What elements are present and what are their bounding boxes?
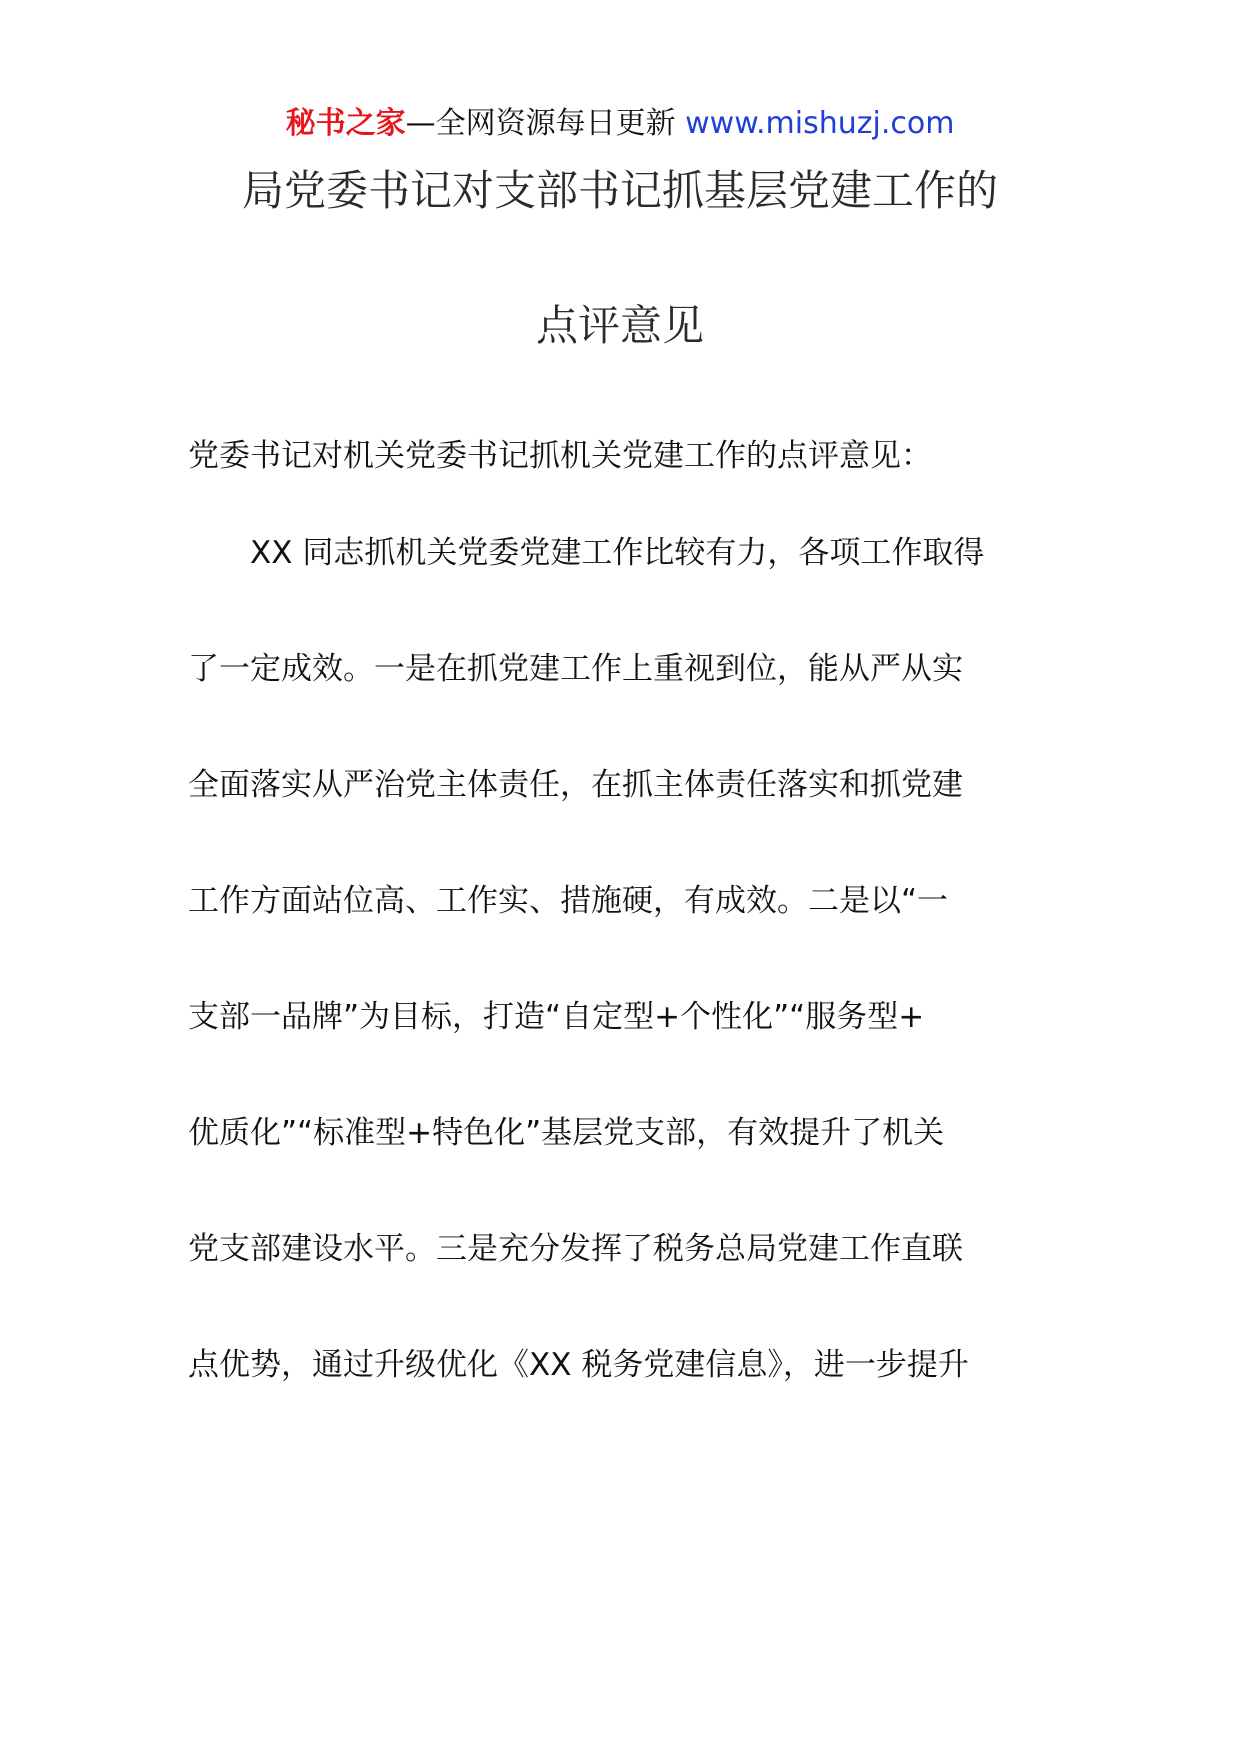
document-title-line-1: 局党委书记对支部书记抓基层党建工作的: [241, 166, 998, 215]
body-line: 点优势，通过升级优化《XX 税务党建信息》，进一步提升: [188, 1347, 969, 1383]
body-line: 党委书记对机关党委书记抓机关党建工作的点评意见：: [188, 438, 932, 474]
body-line: 全面落实从严治党主体责任，在抓主体责任落实和抓党建: [188, 767, 963, 803]
site-tagline: —全网资源每日更新: [405, 106, 686, 141]
site-header: [0, 104, 1240, 144]
body-line: XX 同志抓机关党委党建工作比较有力，各项工作取得: [188, 535, 985, 571]
body-line: 优质化”“标准型+特色化”基层党支部，有效提升了机关: [188, 1115, 945, 1151]
site-brand: 秘书之家: [285, 106, 406, 141]
site-url-link[interactable]: www.mishuzj.com: [685, 106, 955, 141]
body-line: 工作方面站位高、工作实、措施硬，有成效。二是以“一: [188, 883, 949, 919]
body-line: 了一定成效。一是在抓党建工作上重视到位，能从严从实: [188, 651, 963, 687]
document-title-line-2: 点评意见: [535, 301, 704, 350]
body-line: 党支部建设水平。三是充分发挥了税务总局党建工作直联: [188, 1231, 963, 1267]
body-line: 支部一品牌”为目标，打造“自定型+个性化”“服务型+: [188, 999, 925, 1035]
